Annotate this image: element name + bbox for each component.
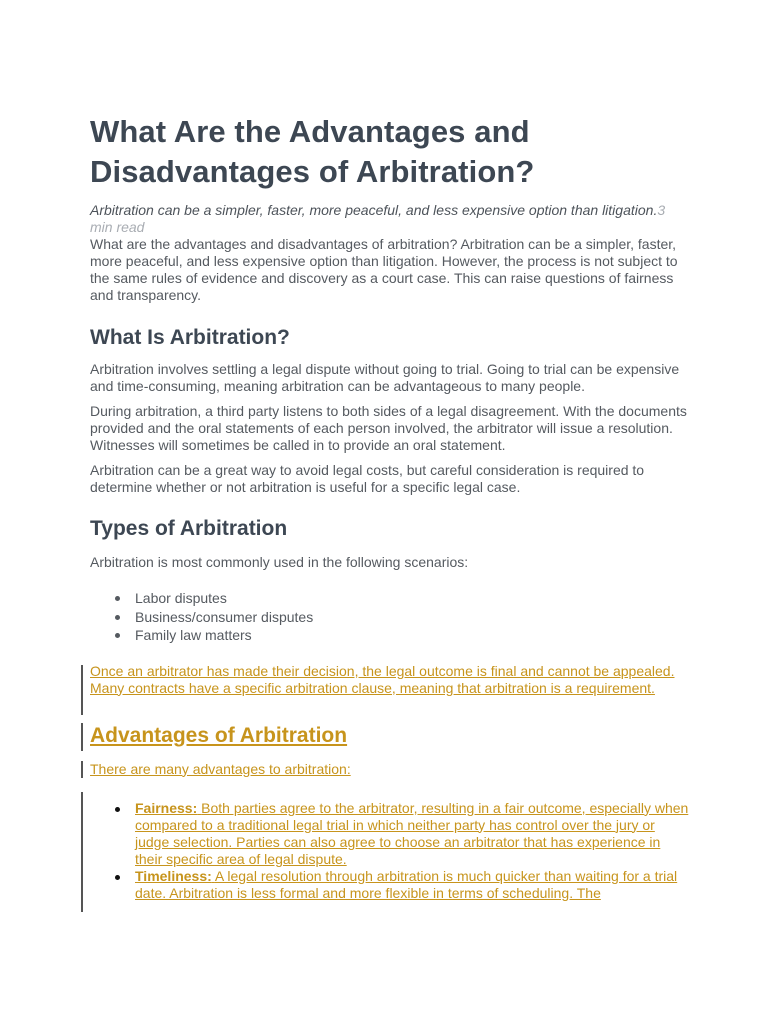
advantage-term: Timeliness: [135,867,212,884]
section-heading-what-is: What Is Arbitration? [90,326,290,349]
what-is-paragraph: During arbitration, a third party listens to both sides of a legal disagreement. With the documents provided and the oral statements of each person involved, the arbitrator will issue a resolution. Witnesses will sometimes be called in to provide an oral statement. [90,403,687,453]
change-bar [81,792,83,912]
tracked-change-block [90,761,690,778]
section-heading-types: Types of Arbitration [90,517,288,540]
list-item[interactable] [90,868,690,902]
tracked-change-block [90,723,690,749]
advantage-term: Fairness: [135,799,198,816]
advantage-text: A legal resolution through arbitration is much quicker than waiting for a trial date. Arbitration is less formal and more flexible in terms of scheduling. The [135,867,678,901]
document-page [90,112,690,902]
tracked-change-block [90,663,690,697]
change-bar [81,665,83,715]
what-is-paragraph: Arbitration can be a great way to avoid legal costs, but careful consideration is required to determine whether or not arbitration is useful for a specific legal case. [90,462,645,495]
section-heading-advantages[interactable]: Advantages of Arbitration [90,723,348,747]
list-item: Labor disputes [90,589,690,608]
read-time: 3 min read [90,202,666,235]
list-item: Business/consumer disputes [90,608,690,627]
advantages-list [90,800,690,902]
list-item[interactable] [90,800,690,868]
types-list [90,589,690,645]
advantages-intro[interactable]: There are many advantages to arbitration: [90,760,351,777]
change-bar [81,761,83,778]
article-title: What Are the Advantages and Disadvantages of Arbitration? [90,114,535,189]
types-intro: Arbitration is most commonly used in the following scenarios: [90,554,469,570]
subtitle-text: Arbitration can be a simpler, faster, more peaceful, and less expensive option than litigation. [90,202,658,218]
list-item: Family law matters [90,626,690,645]
advantage-text: Both parties agree to the arbitrator, resulting in a fair outcome, especially when compared to a traditional legal trial in which neither party has control over the jury or judge selection. Parties can also agree to choose an arbitrator that has experience in their specific area of legal dispute. [135,799,689,867]
change-bar [81,723,83,751]
what-is-paragraph: Arbitration involves settling a legal dispute without going to trial. Going to trial can be expensive and time-consuming, meaning arbitration can be advantageous to many people. [90,361,680,394]
arbitration-clause-note[interactable]: Once an arbitrator has made their decision, the legal outcome is final and cannot be appealed. Many contracts have a specific arbitration clause, meaning that arbitration is a requirement. [90,662,675,696]
tracked-change-block [90,800,690,902]
article-subtitle [90,202,690,236]
intro-paragraph: What are the advantages and disadvantages of arbitration? Arbitration can be a simpler, faster, more peaceful, and less expensive option than litigation. However, the process is not subject to the same rules of evidence and discovery as a court case. This can raise questions of fairness and transparency. [90,236,678,303]
